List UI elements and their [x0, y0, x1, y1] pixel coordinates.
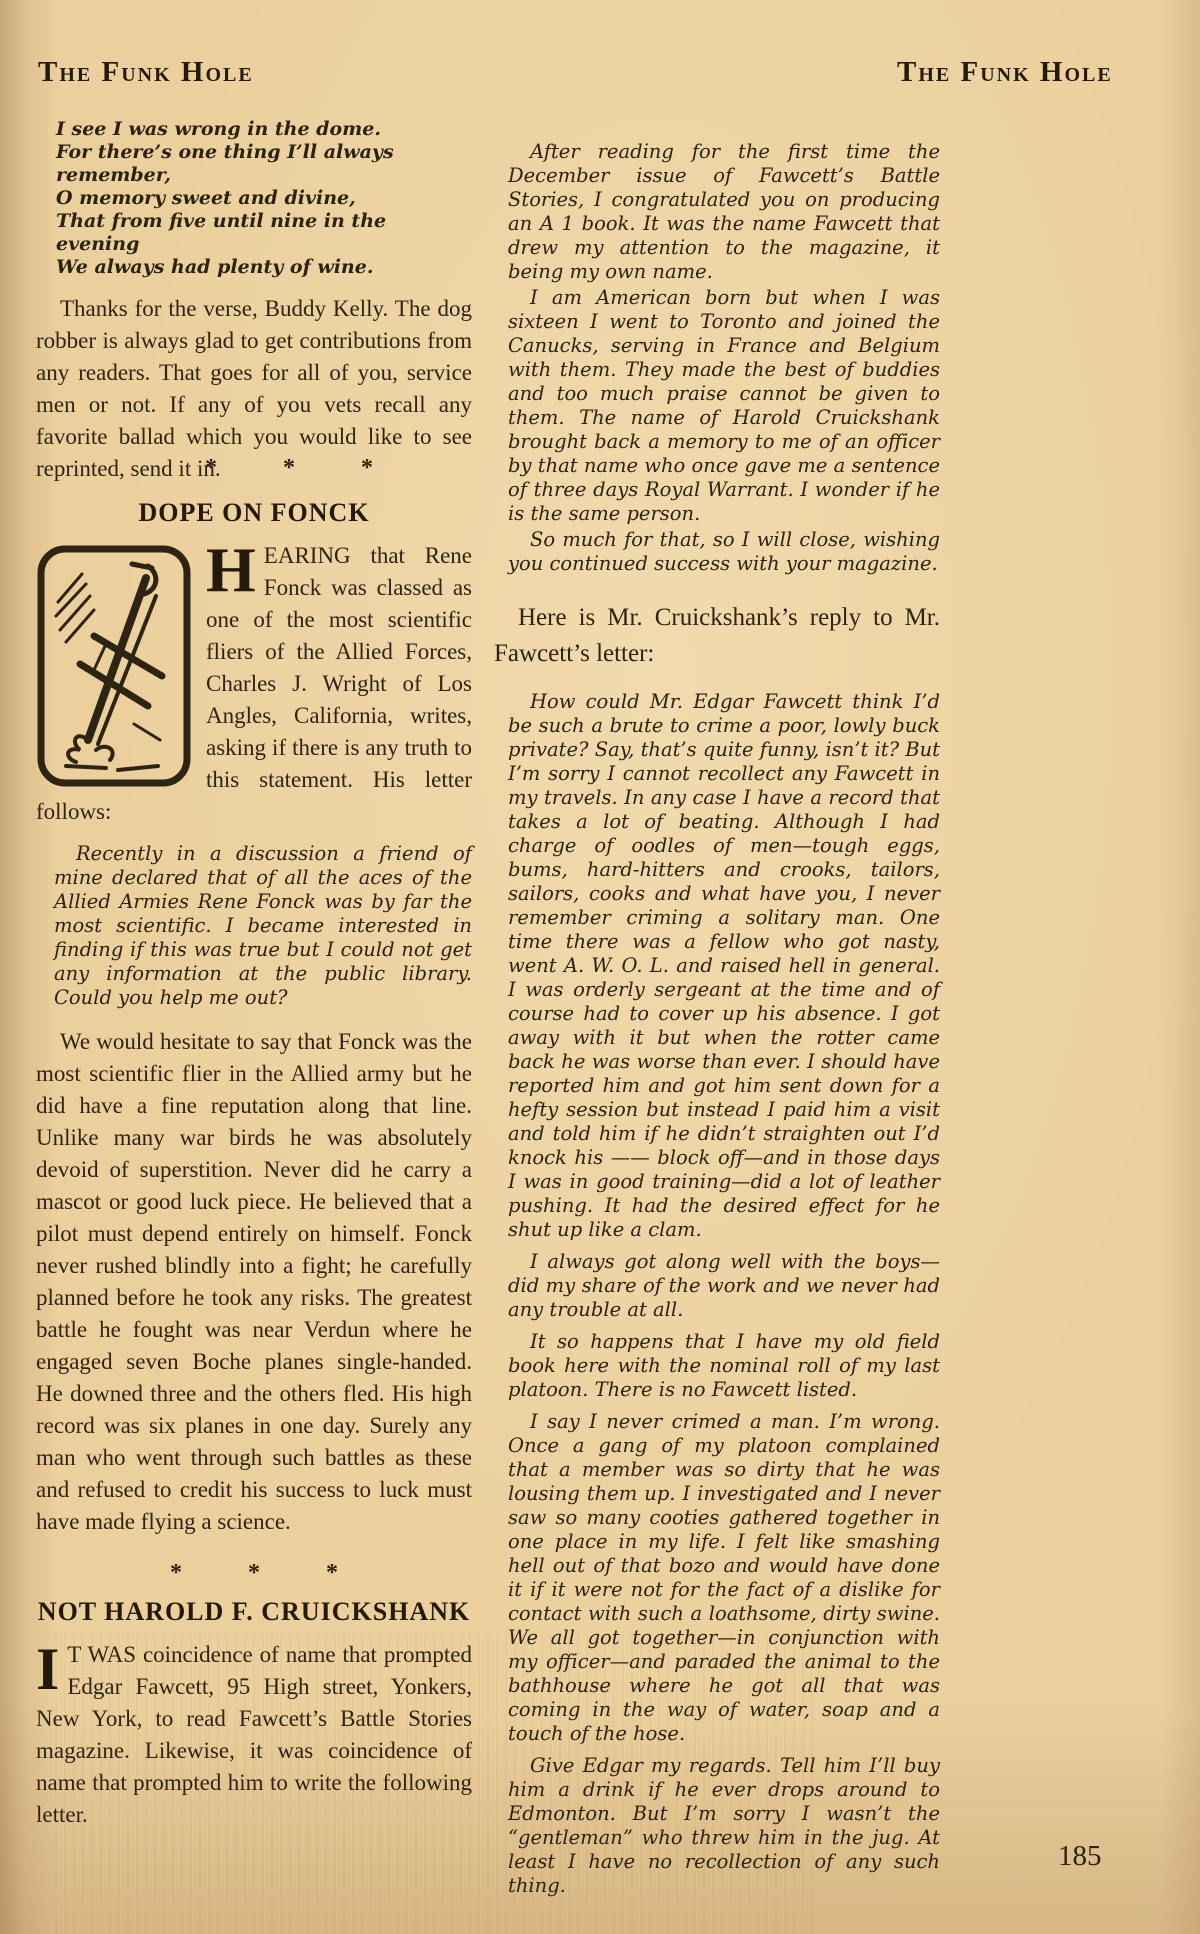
fawcett-letter-paragraph: After reading for the first time the December issue of Fawcett’s Battle Stories, I congratulated you on producing an A 1 book. It was the name Fawcett that drew my attention to the magazine, it being my own name. — [508, 140, 940, 283]
verse-line: I see I was wrong in the dome. — [56, 118, 381, 140]
thanks-paragraph: Thanks for the verse, Buddy Kelly. The dog robber is always glad to get contributions from any readers. That goes for all of you, service men or not. If any of you vets recall any favorite ballad which you would like to see reprinted, send it in. — [36, 296, 472, 481]
fonck-body-paragraph: We would hesitate to say that Fonck was the most scientific flier in the Allied army but he did have a fine reputation along that line. Unlike many war birds he was absolutely devoid of superstition. Never did he carry a mascot or good luck piece. He believed that a pilot must depend entirely on himself. Fonck never rushed blindly into a fight; he carefully planned before he took any risks. The greatest battle he fought was near Verdun where he engaged seven Boche planes single-handed. He downed three and the others fled. His high record was six planes in one day. Surely any man who went through such battles as these and refused to credit his success to luck must have made flying a science. — [36, 1029, 472, 1534]
verse-block — [56, 118, 472, 279]
cruickshank-lead-paragraph: T WAS coincidence of name that prompted Edgar Fawcett, 95 High street, Yonkers, New York, to read Fawcett’s Battle Stories magazine. Likewise, it was coincidence of name that prompted him to write the following letter. — [36, 1642, 472, 1827]
cruickshank-lead-block — [36, 1636, 472, 1831]
verse-line: O memory sweet and divine, — [56, 187, 356, 209]
verse-line: We always had plenty of wine. — [56, 256, 374, 278]
reply-intro: Here is Mr. Cruickshank’s reply to Mr. Fawcett’s letter: — [494, 604, 940, 667]
section-heading-dope-on-fonck: DOPE ON FONCK — [138, 498, 370, 527]
crashed-biplane-illustration — [36, 544, 192, 788]
fawcett-letter-paragraph: I am American born but when I was sixteen I went to Toronto and joined the Canucks, serving in France and Belgium with them. They made the best of buddies and too much praise cannot be given to them. The name of Harold Cruickshank brought back a memory to me of an officer by that name who once gave me a sentence of three days Royal Warrant. I wonder if he is the same person. — [508, 286, 940, 525]
verse-line: That from five until nine in the evening — [56, 210, 387, 255]
wright-letter: Recently in a discussion a friend of mine declared that of all the aces of the Allied Armies Rene Fonck was by far the most scientific. I became interested in finding if this was true but I could not get any information at the public library. Could you help me out? — [54, 842, 472, 1009]
right-column — [494, 110, 940, 1898]
fawcett-letter-paragraph: So much for that, so I will close, wishing you continued success with your magazine. — [508, 528, 940, 575]
running-title-right: The Funk Hole — [897, 56, 1113, 88]
section-heading-not-harold-cruickshank: NOT HAROLD F. CRUICKSHANK — [37, 1597, 471, 1626]
page-number: 185 — [1058, 1840, 1102, 1872]
reply-letter-paragraph: It so happens that I have my old field book here with the nominal roll of my last platoon. There is no Fawcett listed. — [508, 1330, 940, 1401]
running-title-left: The Funk Hole — [38, 56, 254, 88]
stars-separator: * * * — [205, 455, 403, 481]
reply-letter-paragraph: How could Mr. Edgar Fawcett think I’d be such a brute to crime a poor, lowly buck private? Say, that’s quite funny, isn’t it? But I’m sorry I cannot recollect any Fawcett in my travels. In any case I have a record that takes a lot of beating. Although I had charge of oodles of men—tough eggs, bums, hard-hitters and crooks, tailors, sailors, cooks and what have you, I never remember criming a solitary man. One time there was a fellow who got nasty, went A. W. O. L. and raised hell in general. I was orderly sergeant at the time and of course had to cover up his absence. I got away with it but when the rotter came back he was worse than ever. I should have reported him and got him sent down for a hefty session but instead I paid him a visit and told him if he didn’t straighten out I’d knock his —— block off—and in those days I was in good training—did a lot of leather pushing. It had the desired effect for he shut up like a clam. — [508, 690, 940, 1241]
verse-line: For there’s one thing I’ll always remember, — [56, 141, 394, 186]
stars-separator: * * * — [170, 1560, 368, 1586]
two-column-layout — [36, 110, 940, 1898]
fonck-lead-block — [36, 534, 472, 828]
fonck-lead-paragraph: EARING that Rene Fonck was classed as one of the most scientific fliers of the Allied Forces, Charles J. Wright of Los Angles, California, writes, asking if there is any truth to this statement. His letter follows: — [36, 543, 472, 824]
drop-cap: H — [206, 534, 256, 605]
left-column — [36, 110, 472, 1898]
drop-cap: I — [36, 1636, 60, 1702]
reply-letter-paragraph: I say I never crimed a man. I’m wrong. Once a gang of my platoon complained that a member was so dirty that he was lousing them up. I investigated and I never saw so many cooties gathered together in one place in my life. I felt like smashing hell out of that bozo and would have done it if it were not for the fact of a dislike for contact with such a loathsome, dirty swine. We all got together—in conjunction with my officer—and paraded the animal to the bathhouse where he got all that was coming in the way of water, soap and a touch of the hose. — [508, 1410, 940, 1745]
reply-letter-paragraph: Give Edgar my regards. Tell him I’ll buy him a drink if he ever drops around to Edmonton. But I’m sorry I wasn’t the “gentleman” who threw him in the jug. At least I have no recollection of any such thing. — [508, 1754, 940, 1897]
reply-letter-paragraph: I always got along well with the boys—did my share of the work and we never had any trouble at all. — [508, 1250, 940, 1321]
